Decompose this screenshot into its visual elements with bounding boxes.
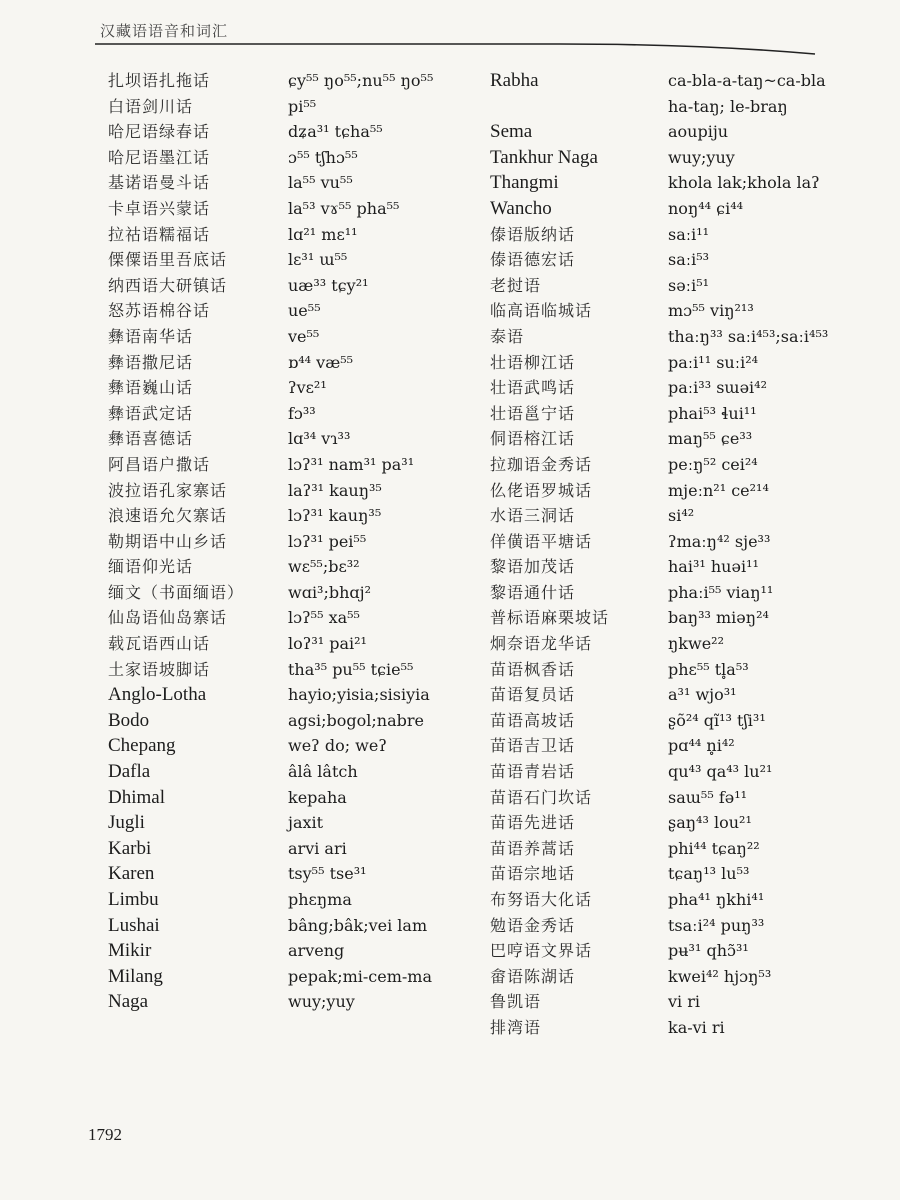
left-names-entry: 傈僳语里吾底话 <box>108 250 228 270</box>
right-names-entry: Wancho <box>490 197 552 219</box>
left-forms-entry: arvi ari <box>288 838 347 858</box>
left-forms-entry: lɛ³¹ ɯ⁵⁵ <box>288 250 348 270</box>
right-names-entry: 仫佬语罗城话 <box>490 480 593 500</box>
left-names-entry: 彝语喜德话 <box>108 429 194 449</box>
right-forms-entry: ʔmaːŋ⁴² sje³³ <box>668 531 771 551</box>
left-forms-entry: lɔʔ³¹ nam³¹ pa³¹ <box>288 454 415 474</box>
right-forms-entry: hai³¹ huəi¹¹ <box>668 557 759 577</box>
running-title: 汉藏语语音和词汇 <box>100 22 229 40</box>
left-names-entry: 彝语巍山话 <box>108 378 194 398</box>
left-names-entry: Limbu <box>108 889 159 910</box>
left-forms-entry: wuy;yuy <box>288 992 355 1012</box>
left-names-entry: Lushai <box>108 914 160 936</box>
right-forms-entry: paːi¹¹ suːi²⁴ <box>668 352 759 372</box>
right-names-entry: 黎语加茂话 <box>490 557 576 577</box>
left-names-entry: Jugli <box>108 812 145 834</box>
left-forms-entry: la⁵³ vɤ⁵⁵ pha⁵⁵ <box>288 198 400 218</box>
right-forms-entry: ha-taŋ; le-braŋ <box>668 96 788 116</box>
right-forms-entry: vi ri <box>668 992 701 1012</box>
right-forms-entry: kwei⁴² hjɔŋ⁵³ <box>668 966 772 986</box>
left-names-entry: Naga <box>108 991 149 1013</box>
right-forms-entry: səːi⁵¹ <box>668 275 710 295</box>
left-forms-entry: ve⁵⁵ <box>288 326 320 346</box>
right-forms-entry: ka-vi ri <box>668 1017 725 1037</box>
right-names-entry <box>490 94 609 120</box>
left-forms-entry: kepaha <box>288 787 347 807</box>
right-forms-entry: ʂaŋ⁴³ lou²¹ <box>668 813 752 833</box>
right-names-entry: 水语三洞话 <box>490 506 576 526</box>
left-names-entry: 载瓦语西山话 <box>108 634 211 654</box>
left-forms-entry: ue⁵⁵ <box>288 301 321 321</box>
right-forms-entry: pɑ⁴⁴ n̥i⁴² <box>668 736 735 756</box>
right-names-entry: 黎语通什话 <box>490 582 576 602</box>
left-names-entry: 浪速语允欠寨话 <box>108 506 228 526</box>
left-names-entry: 彝语南华话 <box>108 326 194 346</box>
left-names-entry: 缅语仰光话 <box>108 557 194 577</box>
right-forms-entry: thaːŋ³³ saːi⁴⁵³;saːi⁴⁵³ <box>668 326 829 346</box>
right-forms-entry: tsaːi²⁴ puŋ³³ <box>668 915 765 935</box>
right-forms-entry: ʂõ²⁴ qĩ¹³ tʃi³¹ <box>668 710 766 730</box>
right-forms-entry: pʉ³¹ qhɔ̃³¹ <box>668 941 749 961</box>
right-forms-entry: maŋ⁵⁵ ɕe³³ <box>668 429 753 449</box>
left-names-column <box>108 68 244 1015</box>
right-forms-entry: saːi⁵³ <box>668 250 710 270</box>
left-names-entry: Karen <box>108 863 155 885</box>
right-names-entry: 老挝语 <box>490 275 542 295</box>
right-names-entry: 苗语养蒿话 <box>490 838 576 858</box>
left-forms-entry: la⁵⁵ vu⁵⁵ <box>288 173 353 193</box>
left-forms-entry: lɑ³⁴ vɿ³³ <box>288 429 351 449</box>
right-names-entry: 泰语 <box>490 326 525 346</box>
left-forms-entry: uæ³³ tɕy²¹ <box>288 275 369 295</box>
right-names-entry: Tankhur Naga <box>490 146 598 168</box>
right-names-column <box>490 68 609 1041</box>
left-names-entry: 白语剑川话 <box>108 96 194 116</box>
left-forms-entry: tha³⁵ pu⁵⁵ tɕie⁵⁵ <box>288 659 414 679</box>
left-forms-entry: fɔ³³ <box>288 403 316 423</box>
right-names-entry: 傣语德宏话 <box>490 250 576 270</box>
left-names-entry: 彝语撒尼话 <box>108 352 194 372</box>
left-names-entry: 土家语坡脚话 <box>108 659 211 679</box>
left-forms-entry: jaxit <box>288 813 324 833</box>
right-names-entry: 苗语先进话 <box>490 813 576 833</box>
left-forms-entry: bâng;bâk;vei lam <box>288 915 428 935</box>
right-names-entry: 巴哼语文界话 <box>490 941 593 961</box>
left-forms-entry: lɔʔ³¹ kauŋ³⁵ <box>288 506 382 526</box>
left-forms-entry: arveng <box>288 941 345 961</box>
left-forms-entry: ʔvɛ²¹ <box>288 378 327 398</box>
right-names-entry: 排湾语 <box>490 1017 542 1037</box>
left-names-entry: 波拉语孔家寨话 <box>108 480 228 500</box>
right-names-entry: 佯僙语平塘话 <box>490 531 593 551</box>
right-names-entry: 苗语吉卫话 <box>490 736 576 756</box>
left-names-entry: 仙岛语仙岛寨话 <box>108 608 228 628</box>
left-forms-entry: lɔʔ⁵⁵ xa⁵⁵ <box>288 608 360 628</box>
right-forms-entry: saːi¹¹ <box>668 224 710 244</box>
right-names-entry: 苗语高坡话 <box>490 710 576 730</box>
left-names-entry: 卡卓语兴蒙话 <box>108 198 211 218</box>
right-names-entry: 临高语临城话 <box>490 301 593 321</box>
left-names-entry: 阿昌语户撒话 <box>108 454 211 474</box>
right-forms-entry: phi⁴⁴ tɕaŋ²² <box>668 838 760 858</box>
left-names-entry: 哈尼语墨江话 <box>108 147 211 167</box>
left-forms-entry: agsi;bogol;nabre <box>288 710 424 730</box>
right-names-entry: 侗语榕江话 <box>490 429 576 449</box>
left-names-entry: Dafla <box>108 761 151 783</box>
left-forms-entry: tsy⁵⁵ tse³¹ <box>288 864 367 884</box>
right-forms-entry: noŋ⁴⁴ ɕi⁴⁴ <box>668 198 744 218</box>
left-forms-entry: pi⁵⁵ <box>288 96 317 116</box>
right-forms-entry: mɔ⁵⁵ viŋ²¹³ <box>668 301 754 321</box>
left-names-entry: 哈尼语绿春话 <box>108 122 211 142</box>
right-names-entry: 壮语武鸣话 <box>490 378 576 398</box>
right-names-entry: 傣语版纳话 <box>490 224 576 244</box>
right-names-entry: Rabha <box>490 70 539 91</box>
right-forms-entry: tɕaŋ¹³ lu⁵³ <box>668 864 750 884</box>
right-forms-entry: ca-bla-a-taŋ~ca-bla <box>668 71 826 90</box>
right-names-entry: 苗语宗地话 <box>490 864 576 884</box>
right-forms-entry: ŋkwe²² <box>668 634 724 654</box>
left-forms-entry: âlâ lâtch <box>288 762 358 782</box>
left-names-entry: 彝语武定话 <box>108 403 194 423</box>
left-names-entry: 基诺语曼斗话 <box>108 173 211 193</box>
left-forms-column <box>288 68 433 1015</box>
right-forms-entry: pha⁴¹ ŋkhi⁴¹ <box>668 890 765 909</box>
right-forms-entry: phaːi⁵⁵ viaŋ¹¹ <box>668 582 774 602</box>
right-names-entry: 壮语邕宁话 <box>490 403 576 423</box>
left-names-entry: Chepang <box>108 735 176 757</box>
right-forms-entry: phɛ⁵⁵ tl̥a⁵³ <box>668 659 749 679</box>
right-forms-entry: aoupiju <box>668 122 729 142</box>
left-names-entry: 扎坝语扎拖话 <box>108 71 211 90</box>
left-names-entry: Milang <box>108 965 163 987</box>
right-forms-entry: paːi³³ sɯəi⁴² <box>668 378 767 398</box>
left-names-entry: Dhimal <box>108 786 165 808</box>
left-names-entry: Karbi <box>108 837 152 859</box>
right-forms-entry: baŋ³³ miəŋ²⁴ <box>668 608 769 628</box>
left-forms-entry: laʔ³¹ kauŋ³⁵ <box>288 480 382 500</box>
right-names-entry: Thangmi <box>490 172 559 194</box>
right-names-entry: 拉珈语金秀话 <box>490 454 593 474</box>
right-names-entry: 炯奈语龙华话 <box>490 634 593 654</box>
page-number: 1792 <box>88 1125 122 1144</box>
left-forms-entry: loʔ³¹ pai²¹ <box>288 634 367 654</box>
right-forms-entry: phai⁵³ ɬui¹¹ <box>668 403 757 423</box>
right-names-entry: 普标语麻栗坡话 <box>490 608 610 628</box>
right-forms-entry: peːŋ⁵² cei²⁴ <box>668 454 758 474</box>
left-names-entry: 缅文（书面缅语） <box>108 582 245 602</box>
left-forms-entry: weʔ do; weʔ <box>288 736 387 756</box>
right-names-entry: 勉语金秀话 <box>490 915 576 935</box>
right-names-entry: 布努语大化话 <box>490 890 593 909</box>
left-forms-entry: wɛ⁵⁵;bɛ³² <box>288 557 360 577</box>
left-names-entry: Mikir <box>108 940 152 962</box>
right-names-entry: 苗语枫香话 <box>490 659 576 679</box>
right-names-entry: 苗语石门坎话 <box>490 787 593 807</box>
left-forms-entry: lɑ²¹ mɛ¹¹ <box>288 224 358 244</box>
left-forms-entry: ɒ⁴⁴ væ⁵⁵ <box>288 352 354 372</box>
right-forms-entry: a³¹ wjo³¹ <box>668 685 737 705</box>
left-forms-entry: pepak;mi-cem-ma <box>288 966 432 986</box>
right-names-entry: 鲁凯语 <box>490 992 542 1012</box>
right-forms-column <box>668 68 828 1041</box>
right-forms-entry: wuy;yuy <box>668 147 735 167</box>
right-names-entry: 畲语陈湖话 <box>490 966 576 986</box>
left-forms-entry: hayio;yisia;sisiyia <box>288 685 430 705</box>
right-forms-entry: si⁴² <box>668 506 695 526</box>
left-forms-entry: phɛŋma <box>288 890 352 909</box>
left-forms-entry: wɑi³;bhɑj² <box>288 582 372 602</box>
right-forms-entry: qu⁴³ qa⁴³ lu²¹ <box>668 762 773 782</box>
left-forms-entry: ɕy⁵⁵ ŋo⁵⁵;nu⁵⁵ ŋo⁵⁵ <box>288 71 434 90</box>
right-forms-entry: mjeːn²¹ ce²¹⁴ <box>668 480 769 500</box>
left-names-entry: Anglo-Lotha <box>108 684 207 706</box>
left-names-entry: 怒苏语棉谷话 <box>108 301 211 321</box>
right-names-entry: Sema <box>490 121 533 143</box>
left-forms-entry: lɔʔ³¹ pei⁵⁵ <box>288 531 367 551</box>
right-forms-entry: khola lak;khola laʔ <box>668 173 820 193</box>
left-forms-entry: dʑa³¹ tɕha⁵⁵ <box>288 122 383 142</box>
left-names-entry: 纳西语大研镇话 <box>108 275 228 295</box>
right-names-entry: 苗语青岩话 <box>490 762 576 782</box>
right-forms-entry: saɯ⁵⁵ fə¹¹ <box>668 787 748 807</box>
right-names-entry: 苗语复员话 <box>490 685 576 705</box>
right-names-entry: 壮语柳江话 <box>490 352 576 372</box>
left-names-entry: Bodo <box>108 709 150 731</box>
left-names-entry: 拉祜语糯福话 <box>108 224 211 244</box>
left-names-entry: 勒期语中山乡话 <box>108 531 228 551</box>
left-forms-entry: ɔ⁵⁵ tʃhɔ⁵⁵ <box>288 147 358 167</box>
